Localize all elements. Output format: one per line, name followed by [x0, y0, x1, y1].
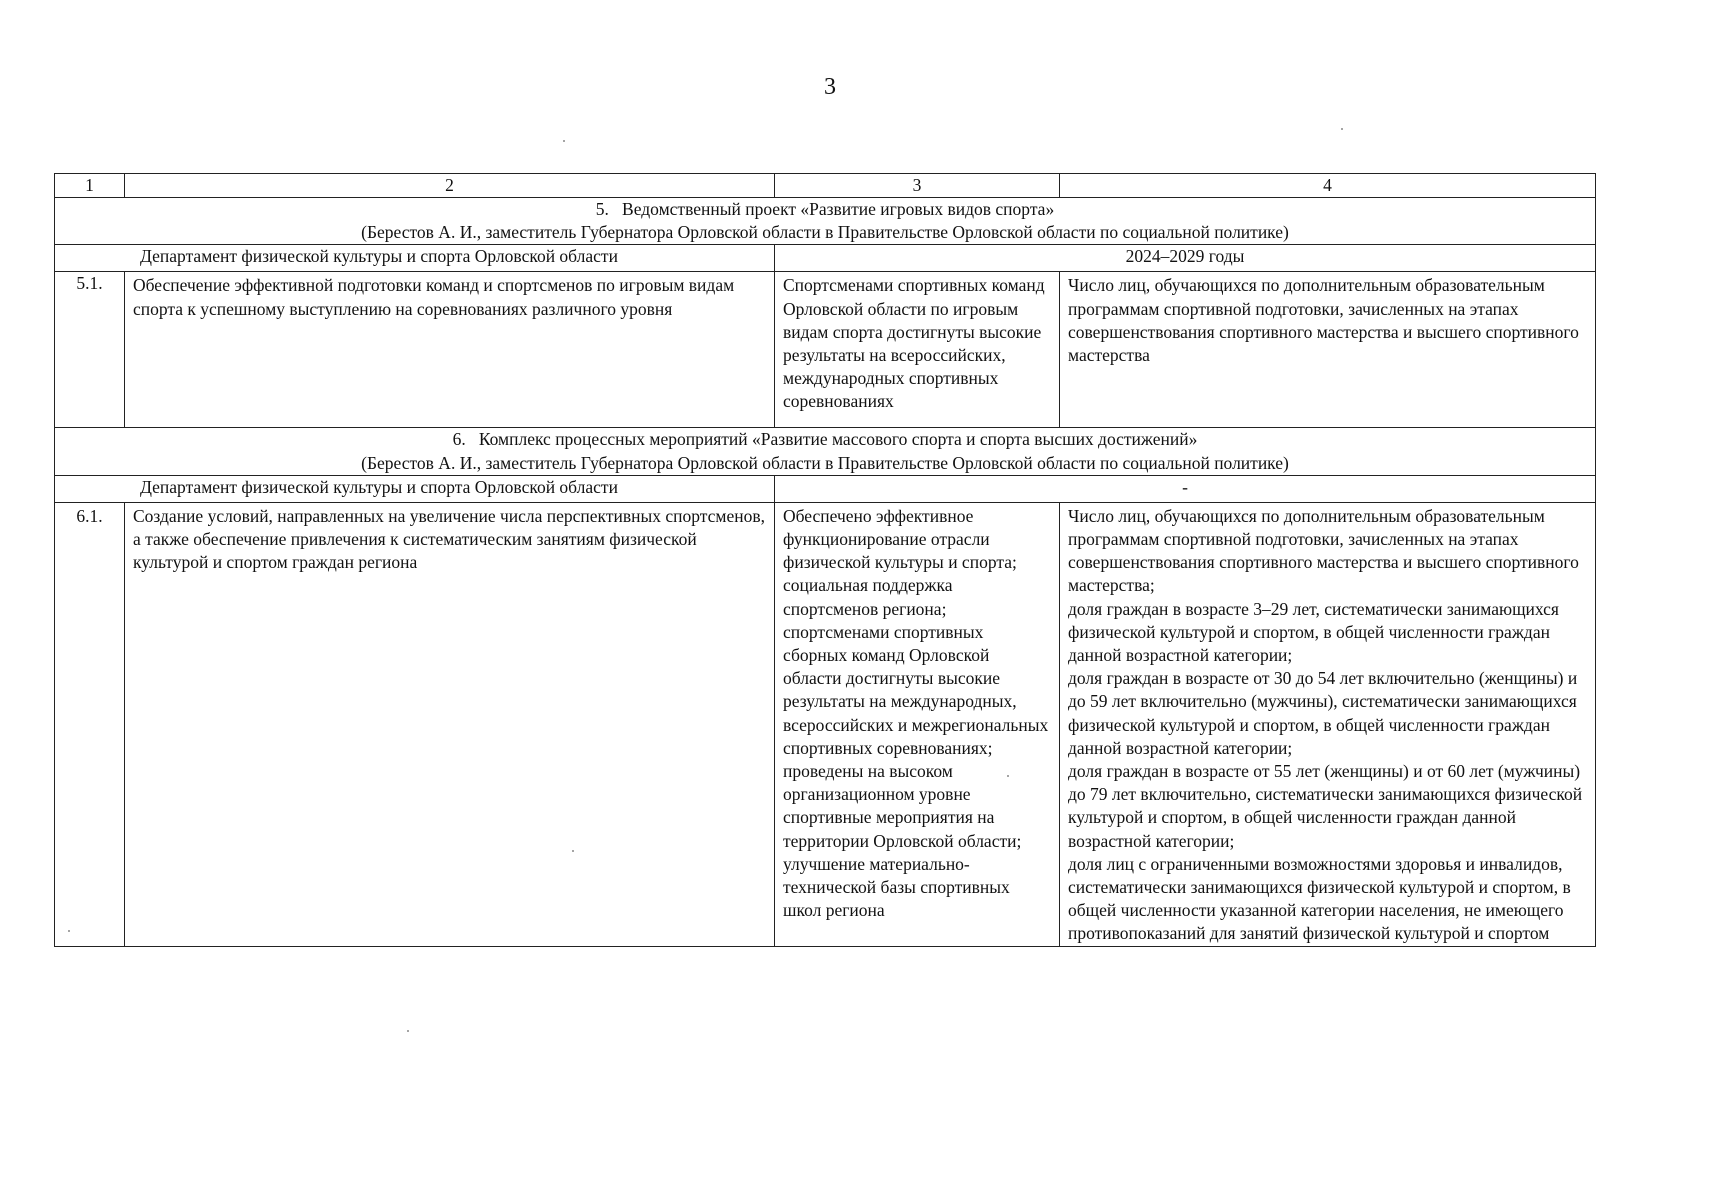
task-6-1-indicator: доля граждан в возрасте от 55 лет (женщины) и от 60 лет (мужчины) до 79 лет включительно, систематически занимающихся физической культурой и спортом, в общей численности граждан данной возрастной категории; [1068, 761, 1583, 851]
column-number-3: 3 [775, 174, 1060, 198]
task-6-1-indicator: доля граждан в возрасте 3–29 лет, систематически занимающихся физической культурой и спортом, в общей численности граждан данной возрастной категории; [1068, 598, 1559, 666]
section-6-responsible: Департамент физической культуры и спорта Орловской области [55, 475, 775, 502]
task-5-1-effect: Спортсменами спортивных команд Орловской области по игровым видам спорта достигнуты высокие результаты на всероссийских, международных спортивных соревнованиях [783, 275, 1045, 412]
task-6-1-effect: улучшение материально-технической базы спортивных школ региона [783, 853, 1010, 921]
column-number-row [55, 174, 1596, 198]
task-6-1-effect: Обеспечено эффективное функционирование отрасли физической культуры и спорта; социальная поддержка спортсменов региона; [783, 505, 1017, 619]
column-number-4: 4 [1060, 174, 1596, 198]
task-6-1-number: 6.1. [55, 502, 125, 946]
task-5-1-effects [775, 272, 1060, 428]
section-5-curator: (Берестов А. И., заместитель Губернатора Орловской области в Правительстве Орловской области по социальной политике) [361, 222, 1289, 243]
task-6-1-indicator: доля граждан в возрасте от 30 до 54 лет включительно (женщины) и до 59 лет включительно (мужчины), систематически занимающихся физической культурой и спортом, в общей численности граждан данной возрастной категории; [1068, 668, 1578, 758]
task-6-1-indicator: Число лиц, обучающихся по дополнительным образовательным программам спортивной подготовки, зачисленных на этапах совершенствования спортивного мастерства и высшего спортивного мастерства; [1068, 505, 1579, 596]
scan-speck [407, 1030, 409, 1032]
program-structure-table [54, 173, 1596, 947]
task-6-1-name: Создание условий, направленных на увеличение числа перспективных спортсменов, а также обеспечение привлечения к систематическим занятиям физической культурой и спортом граждан региона [125, 502, 775, 946]
task-6-1-row [55, 502, 1596, 946]
column-number-2: 2 [125, 174, 775, 198]
section-5-header [55, 198, 1596, 245]
section-6-header-row [55, 428, 1596, 475]
scan-speck [1341, 128, 1343, 130]
task-6-1-effect: проведены на высоком организационном уровне спортивные мероприятия на территории Орловской области; [783, 761, 1022, 851]
section-6-header [55, 428, 1596, 475]
section-6-title: 6. Комплекс процессных мероприятий «Развитие массового спорта и спорта высших достижений» [452, 429, 1198, 450]
task-5-1-name: Обеспечение эффективной подготовки команд и спортсменов по игровым видам спорта к успешному выступлению на соревнованиях различного уровня [125, 272, 775, 428]
task-5-1-number: 5.1. [55, 272, 125, 428]
scan-speck [563, 140, 565, 142]
task-6-1-indicators [1060, 502, 1596, 946]
task-6-1-effect: спортсменами спортивных сборных команд Орловской области достигнуты высокие результаты на международных, всероссийских и межрегиональных спортивных соревнованиях; [783, 621, 1049, 758]
section-6-period: - [775, 475, 1596, 502]
page-number: 3 [824, 74, 836, 100]
task-5-1-indicator: Число лиц, обучающихся по дополнительным образовательным программам спортивной подготовки, зачисленных на этапах совершенствования спортивного мастерства и высшего спортивного мастерства [1068, 275, 1579, 366]
section-5-header-row [55, 198, 1596, 245]
section-6-responsible-row [55, 475, 1596, 502]
task-5-1-indicators [1060, 272, 1596, 428]
task-6-1-effects [775, 502, 1060, 946]
section-6-curator: (Берестов А. И., заместитель Губернатора Орловской области в Правительстве Орловской области по социальной политике) [361, 452, 1289, 473]
task-5-1-row [55, 272, 1596, 428]
section-5-title: 5. Ведомственный проект «Развитие игровых видов спорта» [595, 199, 1055, 219]
section-5-responsible: Департамент физической культуры и спорта Орловской области [55, 245, 775, 272]
section-5-responsible-row [55, 245, 1596, 272]
column-number-1: 1 [55, 174, 125, 198]
section-5-period: 2024–2029 годы [775, 245, 1596, 272]
task-6-1-indicator: доля лиц с ограниченными возможностями здоровья и инвалидов, систематически занимающихся физической культурой и спортом, в общей численности указанной категории населения, не имеющего противопоказаний для занятий физической культурой и спортом [1068, 853, 1571, 944]
